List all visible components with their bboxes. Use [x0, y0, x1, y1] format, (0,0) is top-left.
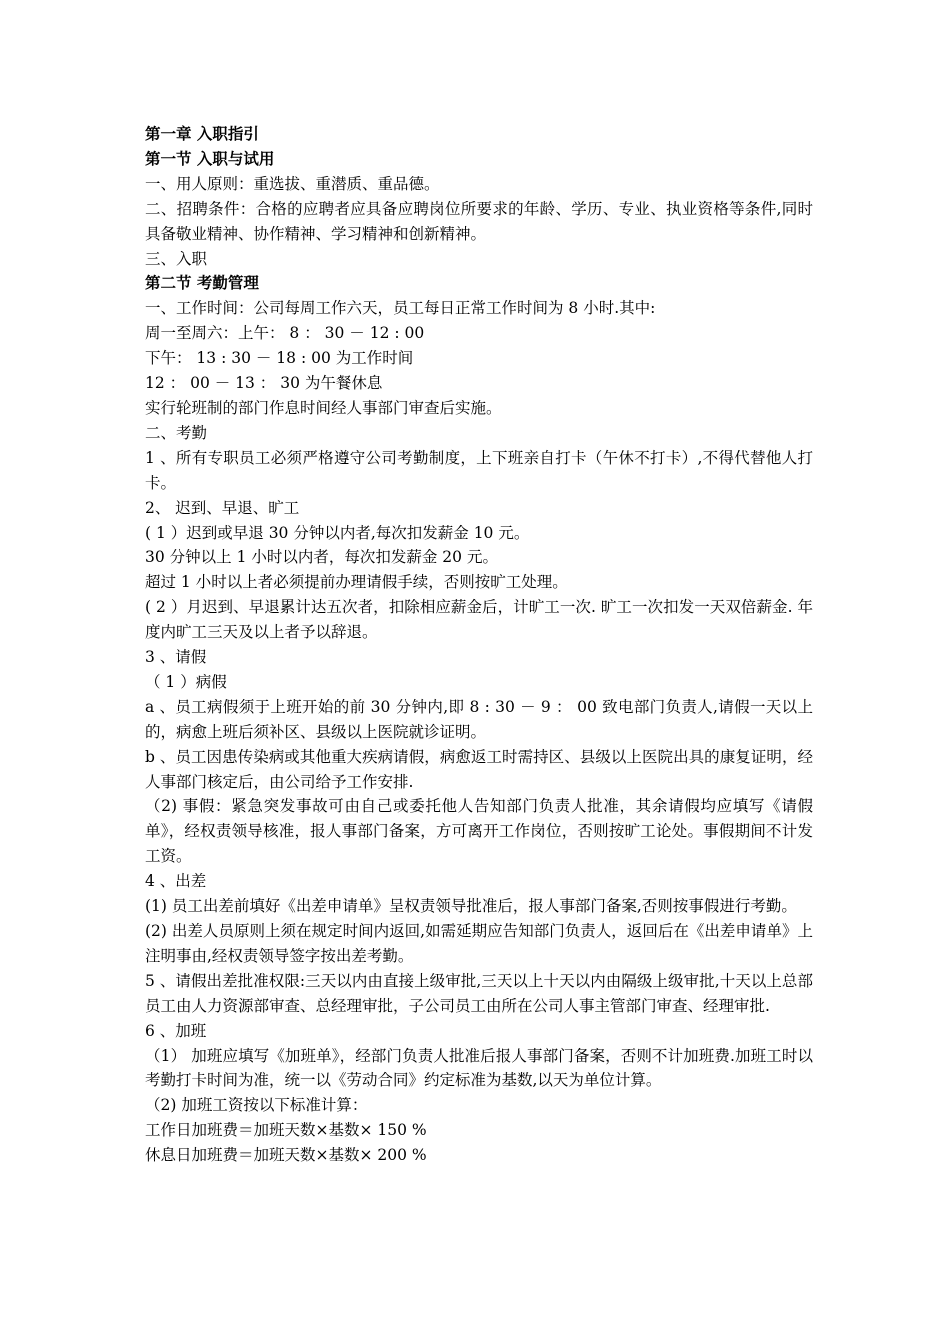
paragraph: 三、入职	[145, 249, 208, 268]
paragraph: 一、工作时间：公司每周工作六天，员工每日正常工作时间为 8 小时.其中:	[145, 299, 656, 318]
paragraph: 二、招聘条件：合格的应聘者应具备应聘岗位所要求的年龄、学历、专业、执业资格等条件,同时具备敬业精神、协作精神、学习精神和创新精神。	[145, 199, 813, 243]
paragraph: ( 1 ）迟到或早退 30 分钟以内者,每次扣发薪金 10 元。	[145, 523, 530, 542]
document-page	[145, 122, 813, 1168]
paragraph: 4 、出差	[145, 872, 207, 891]
paragraph: 工作日加班费＝加班天数×基数× 150 %	[145, 1121, 427, 1140]
paragraph: （2) 加班工资按以下标准计算：	[145, 1096, 368, 1115]
paragraph: 1 、所有专职员工必须严格遵守公司考勤制度，上下班亲自打卡（午休不打卡）,不得代替他人打卡。	[145, 448, 813, 492]
section-title: 第二节 考勤管理	[145, 274, 259, 293]
paragraph: 二、考勤	[145, 423, 208, 442]
paragraph: 休息日加班费＝加班天数×基数× 200 %	[145, 1146, 427, 1165]
paragraph: (2) 出差人员原则上须在规定时间内返回,如需延期应告知部门负责人，返回后在《出差申请单》上注明事由,经权责领导签字按出差考勤。	[145, 922, 813, 965]
paragraph: （1） 加班应填写《加班单》，经部门负责人批准后报人事部门备案，否则不计加班费.加班工时以考勤打卡时间为准，统一以《劳动合同》约定标准为基数,以天为单位计算。	[145, 1046, 814, 1090]
paragraph: 5 、请假出差批准权限:三天以内由直接上级审批,三天以上十天以内由隔级上级审批,十天以上总部员工由人力资源部审查、总经理审批，子公司员工由所在公司人事主管部门审查、经理审批.	[145, 971, 813, 1015]
paragraph: 下午： 13 : 30 － 18 : 00 为工作时间	[145, 349, 414, 368]
paragraph: 12 ： 00 － 13 ： 30 为午餐休息	[145, 374, 383, 393]
paragraph: a 、员工病假须于上班开始的前 30 分钟内,即 8 : 30 － 9 ： 00 致电部门负责人,请假一天以上的，病愈上班后须补区、县级以上医院就诊证明。	[145, 697, 813, 741]
chapter-title: 第一章 入职指引	[145, 125, 259, 143]
paragraph: ( 2 ）月迟到、早退累计达五次者，扣除相应薪金后，计旷工一次. 旷工一次扣发一天双倍薪金. 年度内旷工三天及以上者予以辞退。	[145, 598, 813, 642]
paragraph: 6 、加班	[145, 1021, 207, 1040]
paragraph: 2、 迟到、早退、旷工	[145, 498, 300, 517]
paragraph: b 、员工因患传染病或其他重大疾病请假，病愈返工时需持区、县级以上医院出具的康复证明，经人事部门核定后，由公司给予工作安排.	[145, 747, 813, 791]
paragraph: 实行轮班制的部门作息时间经人事部门审查后实施。	[145, 398, 502, 417]
paragraph: 超过 1 小时以上者必须提前办理请假手续，否则按旷工处理。	[145, 573, 568, 592]
paragraph: (1) 员工出差前填好《出差申请单》呈权责领导批准后，报人事部门备案,否则按事假进行考勤。	[145, 897, 797, 916]
paragraph: 30 分钟以上 1 小时以内者，每次扣发薪金 20 元。	[145, 548, 498, 567]
paragraph: 3 、请假	[145, 648, 207, 667]
paragraph: 周一至周六：上午： 8 ： 30 － 12 : 00	[145, 324, 425, 343]
paragraph: 一、用人原则：重选拔、重潜质、重品德。	[145, 174, 440, 193]
section-title: 第一节 入职与试用	[145, 149, 275, 168]
paragraph: （ 1 ）病假	[145, 672, 227, 691]
paragraph: （2) 事假：紧急突发事故可由自己或委托他人告知部门负责人批准，其余请假均应填写《请假单》，经权责领导核准，报人事部门备案，方可离开工作岗位，否则按旷工论处。事假期间不计发工资。	[145, 797, 813, 866]
